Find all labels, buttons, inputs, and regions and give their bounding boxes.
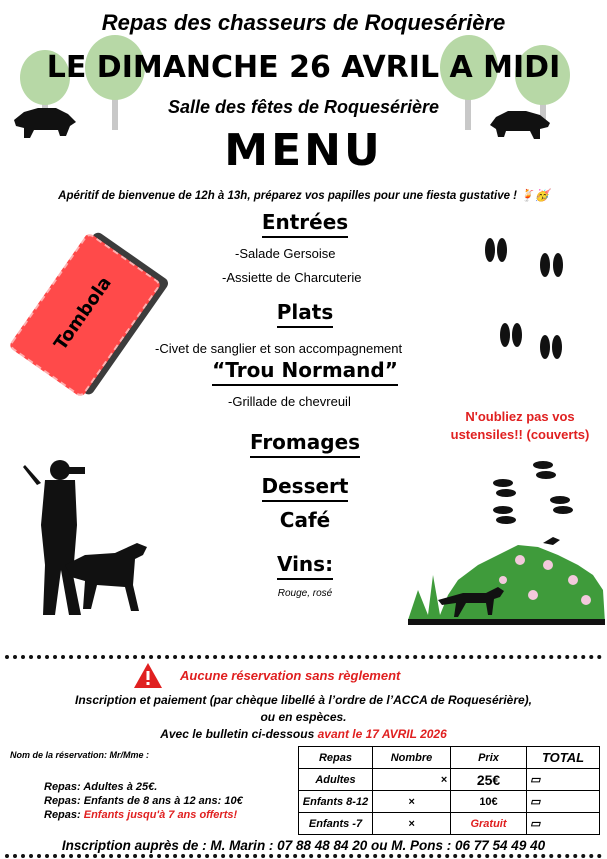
reminder-text: N'oubliez pas vos ustensiles!! (couverts): [450, 409, 590, 442]
plats-item-1: -Civet de sanglier et son accompagnement: [155, 341, 403, 356]
reservation-line-3: [0, 727, 607, 741]
warning-icon: [133, 662, 163, 689]
cafe-section: [180, 508, 430, 532]
reservation-deadline: avant le 17 AVRIL 2026: [317, 727, 447, 741]
reservation-line-3-prefix: Avec le bulletin ci-dessous: [160, 727, 318, 741]
table-header-row: [299, 747, 600, 769]
event-venue: Salle des fêtes de Roquesérière: [167, 97, 440, 117]
header-prix: Prix: [451, 747, 527, 769]
table-row: [299, 813, 600, 835]
warning-text: Aucune réservation sans règlement: [180, 668, 401, 683]
tombola-ticket: [8, 232, 162, 398]
row-petits-total[interactable]: ▭: [527, 813, 600, 835]
plats-item-2: -Grillade de chevreuil: [228, 394, 351, 409]
event-date: LE DIMANCHE 26 AVRIL A MIDI: [46, 50, 561, 85]
header-repas: Repas: [299, 747, 373, 769]
table-row: [299, 769, 600, 791]
row-petits-repas: Enfants -7: [299, 813, 373, 835]
row-enfants-prix: 10€: [451, 791, 527, 813]
header-total: TOTAL: [527, 747, 600, 769]
hoof-prints-icon: [480, 235, 580, 370]
price-children: Repas: Enfants de 8 ans à 12 ans: 10€: [44, 795, 243, 807]
aperitif-text: Apéritif de bienvenue de 12h à 13h, préparez vos papilles pour une fiesta gustative ! 🍹🥳: [58, 190, 549, 202]
trou-normand-section: [170, 358, 440, 386]
hunter-dog-icon: [15, 455, 165, 625]
row-adultes-prix: 25€: [451, 769, 527, 791]
row-adultes-total[interactable]: ▭: [527, 769, 600, 791]
header-nombre: Nombre: [373, 747, 451, 769]
vins-section: [180, 552, 430, 580]
reservation-line-2: ou en espèces.: [260, 710, 347, 724]
price-small-free: Enfants jusqu'à 7 ans offerts!: [83, 809, 238, 821]
plats-section: [180, 300, 430, 328]
price-small-children: [44, 809, 237, 821]
fromages-section: [180, 430, 430, 458]
tombola-label: Tombola: [50, 272, 116, 355]
event-title: Repas des chasseurs de Roquesérière: [101, 10, 506, 35]
entrees-item-2: -Assiette de Charcuterie: [222, 270, 362, 285]
row-enfants-repas: Enfants 8-12: [299, 791, 373, 813]
dessert-section: [180, 474, 430, 502]
row-petits-prix: Gratuit: [451, 813, 527, 835]
reservation-line-1: Inscription et paiement (par chèque libellé à l’ordre de l’ACCA de Roquesérière),: [75, 693, 532, 707]
reservation-name-label: Nom de la réservation: Mr/Mme :: [10, 750, 150, 760]
trou-normand: “Trou Normand”: [212, 358, 398, 386]
row-adultes-nombre[interactable]: ×: [373, 769, 451, 791]
row-enfants-total[interactable]: ▭: [527, 791, 600, 813]
separator-bottom: [5, 854, 602, 858]
dessert-title: Dessert: [262, 474, 349, 502]
entrees-section: [180, 210, 430, 238]
plats-title: Plats: [277, 300, 333, 328]
row-enfants-nombre[interactable]: ×: [373, 791, 451, 813]
footer-contact: Inscription auprès de : M. Marin : 07 88 48 84 20 ou M. Pons : 06 77 54 49 40: [61, 838, 546, 853]
price-small-prefix: Repas:: [44, 809, 84, 821]
entrees-title: Entrées: [262, 210, 348, 238]
row-adultes-repas: Adultes: [299, 769, 373, 791]
vins-detail: Rouge, rosé: [277, 588, 333, 599]
bush-dog-scene-icon: [408, 535, 605, 625]
cafe-title: Café: [279, 508, 331, 532]
price-adults: Repas: Adultes à 25€.: [44, 781, 158, 793]
fromages-title: Fromages: [250, 430, 360, 458]
table-row: [299, 791, 600, 813]
entrees-item-1: -Salade Gersoise: [235, 246, 336, 261]
separator-top: [5, 655, 602, 659]
hoof-prints-2-icon: [488, 455, 583, 525]
reservation-table: [298, 746, 600, 835]
menu-title: MENU: [224, 125, 383, 176]
row-petits-nombre[interactable]: ×: [373, 813, 451, 835]
vins-title: Vins:: [277, 552, 333, 580]
